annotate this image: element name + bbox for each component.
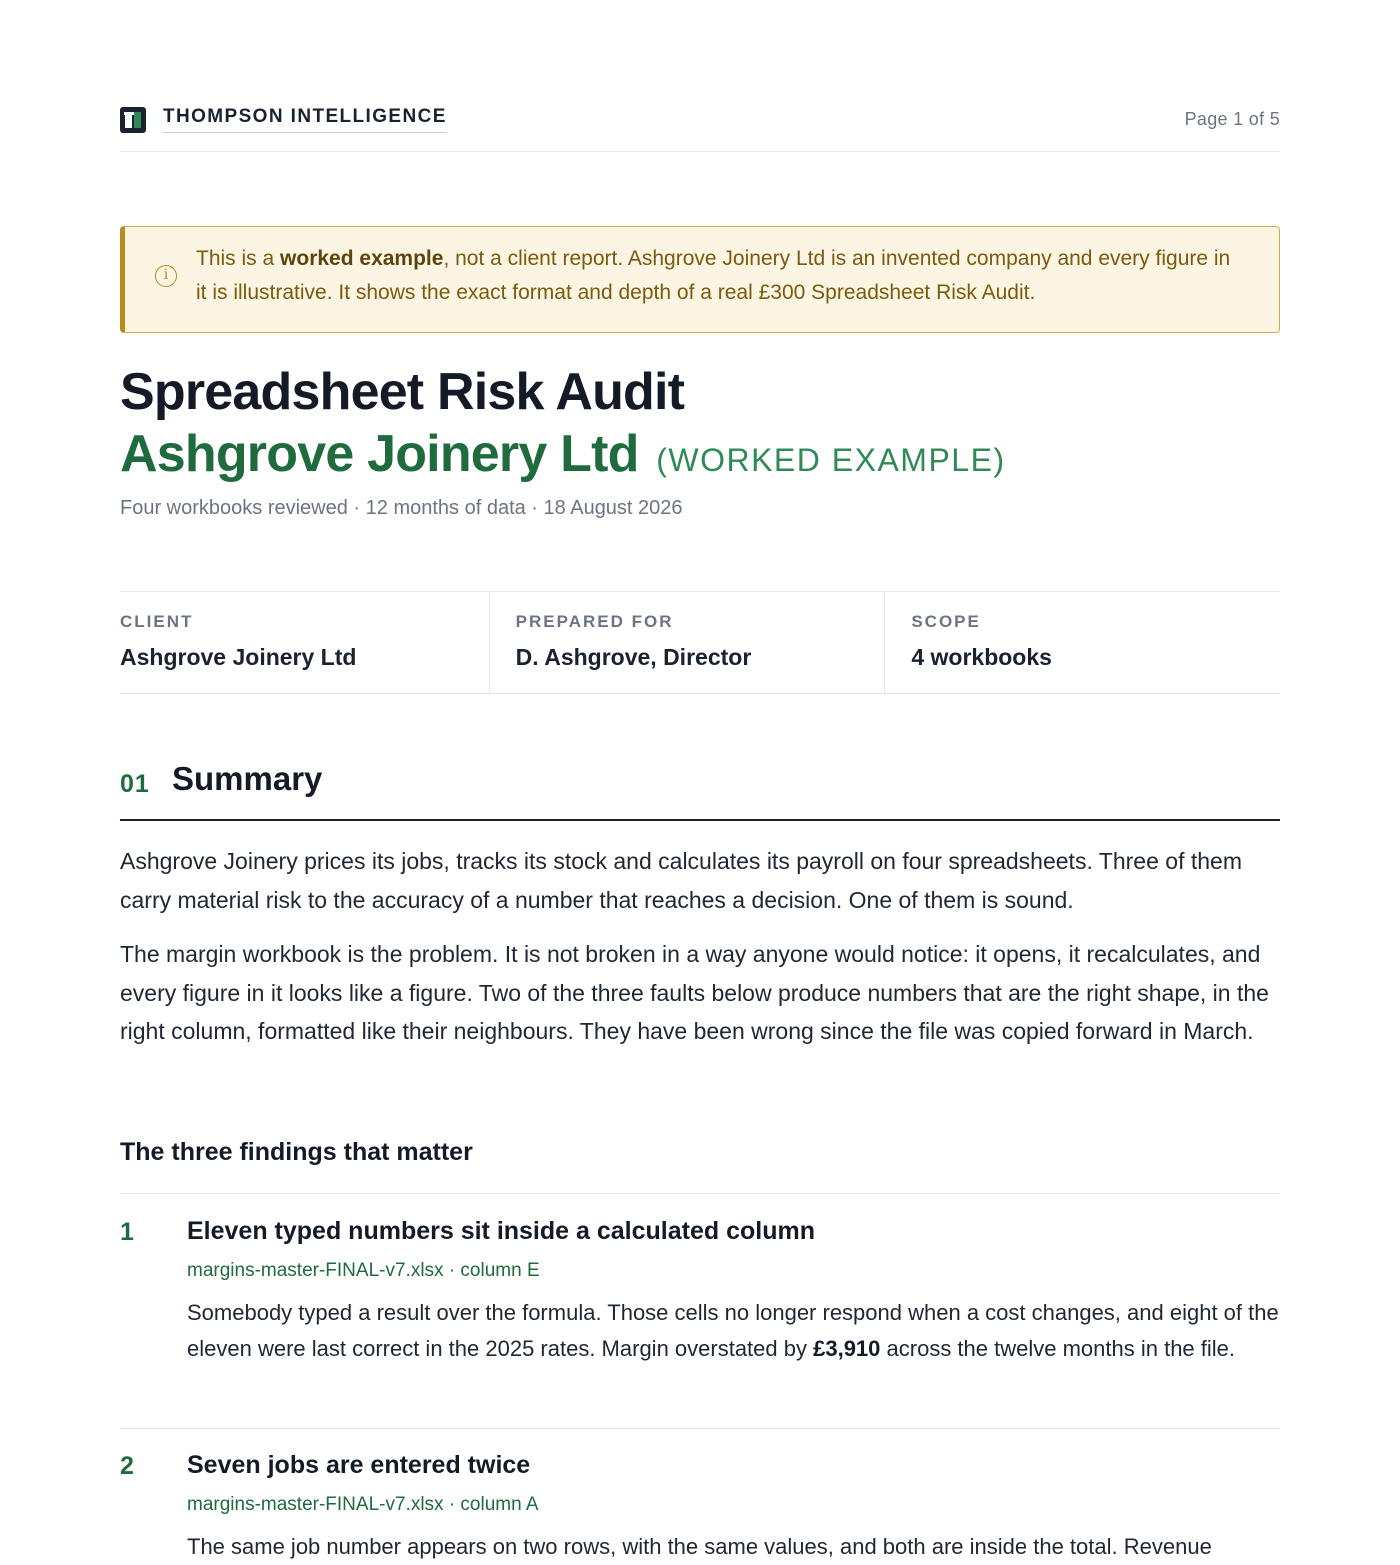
section-heading	[120, 758, 1280, 821]
info-value: Ashgrove Joinery Ltd	[120, 644, 357, 670]
report-title: Spreadsheet Risk Audit	[120, 363, 685, 421]
section-number: 01	[120, 770, 150, 798]
summary-paragraph: The margin workbook is the problem. It is not broken in a way anyone would notice: it opens, it recalculates, and every figure in it looks like a figure. Two of the three faults below produce numbers that are the right shape, in the right column, formatted like their neighbours. They have been wrong since the file was copied forward in March.	[120, 941, 1269, 1044]
finding-number: 1	[120, 1218, 134, 1246]
finding-body	[187, 1529, 1280, 1565]
brand-logo-icon	[120, 107, 146, 133]
info-label: CLIENT	[120, 612, 194, 631]
worked-example-notice	[120, 226, 1280, 333]
summary-paragraph: Ashgrove Joinery prices its jobs, tracks its stock and calculates its payroll on four spreadsheets. Three of them carry material risk to the accuracy of a number that reaches a decision. One of them is sound.	[120, 848, 1242, 913]
notice-text-bold: worked example	[280, 247, 444, 270]
notice-text	[196, 242, 1239, 310]
finding-body-start: The same job number appears on two rows, with the same values, and both are inside the total. Revenue	[187, 1534, 1212, 1559]
finding-title: Seven jobs are entered twice	[187, 1451, 531, 1479]
finding-source: margins-master-FINAL-v7.xlsx · column A	[187, 1494, 539, 1515]
finding-source: margins-master-FINAL-v7.xlsx · column E	[187, 1260, 540, 1281]
finding-amount: £3,910	[813, 1336, 881, 1361]
info-icon: i	[155, 265, 177, 287]
info-label: SCOPE	[911, 612, 981, 631]
report-info-row	[120, 591, 1280, 694]
finding-body	[187, 1295, 1280, 1367]
notice-text-start: This is a	[196, 247, 281, 270]
info-prepared-for	[489, 592, 885, 693]
page-header	[120, 106, 1280, 152]
company-name: Ashgrove Joinery Ltd	[120, 425, 639, 483]
info-value: D. Ashgrove, Director	[515, 644, 752, 670]
notice-text-end: , not a client report. Ashgrove Joinery Ltd is an invented company and every figure in it is illustrative. It shows the exact format and depth of a real £300 Spreadsheet Risk Audit.	[196, 247, 1231, 304]
divider	[120, 1193, 1280, 1194]
report-subtitle	[120, 424, 1006, 484]
findings-heading: The three findings that matter	[120, 1138, 473, 1166]
info-scope	[884, 592, 1280, 693]
divider	[120, 1428, 1280, 1429]
report-meta: Four workbooks reviewed · 12 months of data · 18 August 2026	[120, 497, 683, 519]
finding-body-start: Somebody typed a result over the formula. Those cells no longer respond when a cost changes, and eight of the eleven were last correct in the 2025 rates. Margin overstated by	[187, 1300, 1279, 1361]
info-value: 4 workbooks	[911, 644, 1052, 670]
info-label: PREPARED FOR	[515, 612, 674, 631]
finding-body-end: across the twelve months in the file.	[880, 1336, 1236, 1361]
finding-number: 2	[120, 1452, 134, 1480]
section-title: Summary	[172, 760, 323, 797]
page-indicator: Page 1 of 5	[1184, 109, 1280, 129]
brand	[120, 106, 447, 133]
finding-title: Eleven typed numbers sit inside a calculated column	[187, 1217, 815, 1245]
info-client	[120, 592, 489, 693]
brand-name: THOMPSON INTELLIGENCE	[163, 106, 447, 133]
worked-example-tag: (WORKED EXAMPLE)	[656, 442, 1006, 478]
